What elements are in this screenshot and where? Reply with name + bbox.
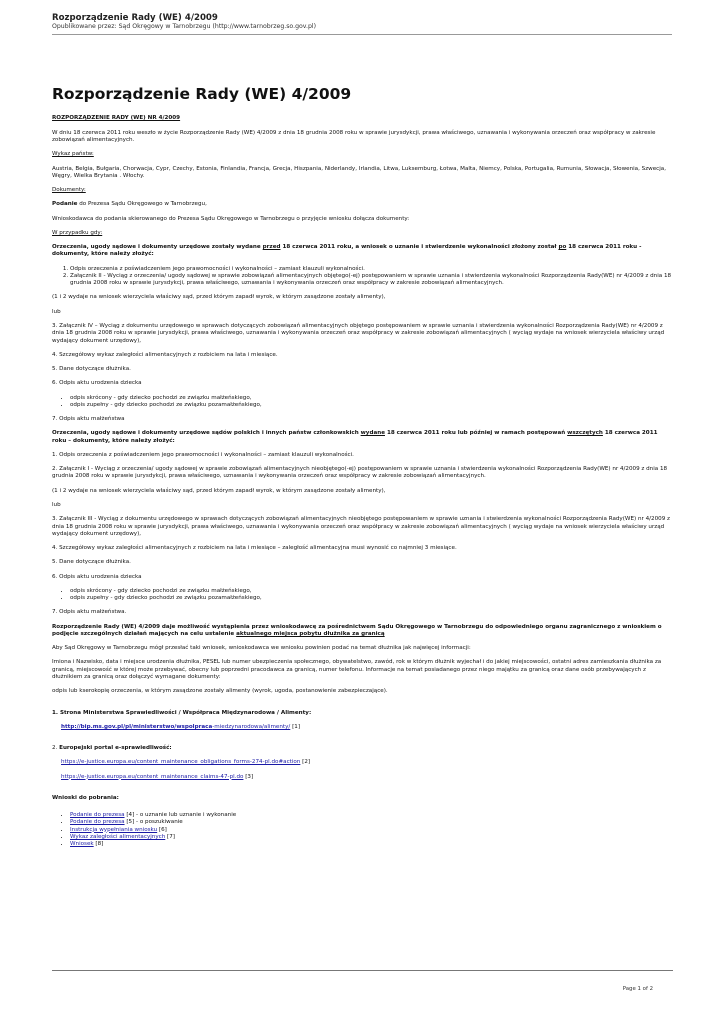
list-item (70, 834, 672, 841)
case1-text-a: Orzeczenia, ugody sądowe i dokumenty urzędowe zostały wydane (52, 244, 263, 251)
documents-heading: Dokumenty: (52, 187, 86, 194)
case2-item-7: 7. Odpis aktu małżeństwa. (52, 609, 127, 616)
published-by: Opublikowane przez: Sąd Okręgowy w Tarnobrzegu (http://www.tarnobrzeg.so.gov.pl) (52, 23, 316, 31)
case2-item-3: 3. Załącznik III - Wyciąg z dokumentu urzędowego w sprawach dotyczących zobowiązań alimentacyjnych nieobjętego postępowaniem w sprawie uznania i stwierdzenia wykonalności Rozporządzenia Rady(WE) nr 4/2009 z dnia 18 grudnia 2008 roku w sprawie jurysdykcji, prawa właściwego, uznawania i wykonywania orzeczeń oraz współpracy w zakresie zobowiązań alimentacyjnych ( wyciąg wydaje na wniosek wierzyciela właściwy urząd wydający dokument urzędowy), (52, 516, 670, 537)
case2-heading (52, 430, 672, 445)
document-page (52, 14, 672, 855)
list-item: • odpis skrócony - gdy dziecko pochodzi ze związku małżeńskiego, (70, 588, 672, 595)
case1-after: po (558, 244, 567, 251)
case1-note: (1 i 2 wydaje na wniosek wierzyciela właściwy sąd, przed którym zapadł wyrok, w którym zasądzone zostały alimenty), (52, 294, 386, 301)
list-item: • odpis skrócony - gdy dziecko pochodzi ze związku małżeńskiego, (70, 395, 672, 402)
case1-before: przed (262, 244, 281, 251)
ejustice-link-row-2 (52, 774, 672, 781)
case2-text-a: Orzeczenia, ugody sądowe i dokumenty urzędowe sądów polskich i innych państw członkowskich (52, 430, 361, 437)
list-item: 2. Załącznik II - Wyciąg z orzeczenia/ ugody sądowej w sprawie zobowiązań alimentacyjnych objętego(-ej) postępowaniem w sprawie uznania i stwierdzenia wykonalności Rozporządzenia Rady(WE) nr 4/2009 z dnia 18 grudnia 2008 roku w sprawie jurysdykcji, prawa właściwego, uznawania i wykonywania orzeczeń oraz współpracy w zakresie zobowiązań alimentacyjnych. (70, 273, 672, 288)
header-divider (52, 34, 672, 35)
request-text: do Prezesa Sądu Okręgowego w Tarnobrzegu, (77, 201, 207, 208)
list-item: • odpis zupełny - gdy dziecko pochodzi ze związku pozamałżeńskiego, (70, 595, 672, 602)
case1-text-b: 18 czerwca 2011 roku, a wniosek o uznanie i stwierdzenie wykonalności złożony został (280, 244, 559, 251)
case1-item-5: 5. Dane dotyczące dłużnika. (52, 366, 131, 373)
case2-item-5: 5. Dane dotyczące dłużnika. (52, 559, 131, 566)
case2-item-4: 4. Szczegółowy wykaz zaległości alimentacyjnych z rozbiciem na lata i miesiące – zaległość alimentacyjna musi wynosić co najmniej 3 miesiące. (52, 545, 457, 552)
or-label: lub (52, 308, 61, 315)
states-heading: Wykaz państw: (52, 151, 94, 158)
ejustice-claims-ref: [3] (243, 773, 254, 780)
case-heading: W przypadku gdy: (52, 229, 103, 236)
download-desc: [4] - o uznanie lub uznanie i wykonanie (124, 812, 237, 819)
downloads-list (52, 812, 672, 848)
page-title: Rozporządzenie Rady (WE) 4/2009 (52, 84, 352, 103)
copy-note: odpis lub kserokopię orzeczenia, w którym zasądzone zostały alimenty (wyrok, ugoda, postanowienie zabezpieczające). (52, 688, 388, 695)
ministry-link-rest: -miedzynarodowa/alimenty/ (212, 723, 291, 730)
possibility-paragraph (52, 624, 672, 639)
ejustice-title: Europejski portal e-sprawiedliwość: (59, 745, 172, 752)
for-court-paragraph: Aby Sąd Okręgowy w Tarnobrzegu mógł przesłać taki wniosek, wnioskodawca we wniosku powinien podać na temat dłużnika jak najwięcej informacji: (52, 645, 471, 652)
footer-divider (52, 970, 673, 971)
ministry-heading: 1. Strona Ministerstwa Sprawiedliwości / Współpraca Międzynarodowa / Alimenty: (52, 709, 312, 716)
case1-list (52, 266, 672, 288)
case2-text-b: 18 czerwca 2011 roku lub później w ramach postępowań (385, 430, 568, 437)
ejustice-forms-ref: [2] (300, 759, 311, 766)
regulation-subtitle: ROZPORZĄDZENIE RADY (WE) NR 4/2009 (52, 115, 181, 122)
download-link-request-search[interactable]: Podanie do prezesa (70, 819, 125, 826)
case2-birth-list (52, 588, 672, 603)
case1-item-6: 6. Odpis aktu urodzenia dziecka (52, 380, 142, 387)
case2-initiated: wszczętych (567, 430, 603, 437)
case2-issued: wydane (360, 430, 385, 437)
applicant-note: Wnioskodawca do podania skierowanego do Prezesa Sądu Okręgowego w Tarnobrzegu o przyjęcie wniosku dołącza dokumenty: (52, 215, 410, 222)
ministry-link-ref: [1] (290, 723, 300, 730)
download-link-instructions[interactable]: Instrukcja wypełniania wniosku (70, 826, 158, 833)
debtor-info-paragraph: Imiona i Nazwisko, data i miejsce urodzenia dłużnika, PESEL lub numer ubezpieczenia społecznego, obywatelstwo, zawód, rok w którym dłużnik wyjechał i do jakiej miejscowości, ostatni adres zamieszkania dłużnika za granicą, miejscowość w której może przebywać, obecny lub poprzedni pracodawca za granicą, numer telefonu. Informacje na temat posiadanego przez niego majątku za granicą oraz dane osób przebywających z dłużnikiem za granicą oraz dołączyć wymagane dokumenty: (52, 659, 662, 680)
download-desc: [6] (157, 826, 167, 833)
ejustice-link-row-1 (52, 759, 672, 766)
download-link-application[interactable]: Wniosek (70, 841, 94, 848)
page-number: Page 1 of 2 (622, 986, 653, 992)
download-desc: [8] (93, 841, 104, 848)
intro-paragraph: W dniu 18 czerwca 2011 roku weszło w życie Rozporządzenie Rady (WE) 4/2009 z dnia 18 grudnia 2008 roku w sprawie jurysdykcji, prawa właściwego, uznawania i wykonywania orzeczeń oraz współpracy w zakresie zobowiązań alimentacyjnych. (52, 129, 656, 144)
download-link-request-recognition[interactable]: Podanie do prezesa (70, 812, 125, 819)
list-item: • odpis zupełny - gdy dziecko pochodzi ze związku pozamałżeńskiego, (70, 402, 672, 409)
list-item (70, 812, 672, 819)
or-label: lub (52, 501, 61, 508)
list-item (70, 827, 672, 834)
possibility-emphasis: aktualnego miejsca pobytu dłużnika za granicą (236, 630, 385, 637)
states-list: Austria, Belgia, Bułgaria, Chorwacja, Cypr, Czechy, Estonia, Finlandia, Francja, Grecja, Hiszpania, Niderlandy, Irlandia, Litwa, Luksemburg, Łotwa, Malta, Niemcy, Polska, Portugalia, Rumunia, Słowacja, Słowenia, Szwecja, Węgry, Wielka Brytania . Włochy. (52, 165, 667, 179)
case1-item-7: 7. Odpis aktu małżeństwa (52, 416, 125, 423)
list-item: 1. Odpis orzeczenia z poświadczeniem jego prawomocności i wykonalności – zamiast klauzuli wykonalności. (70, 266, 672, 273)
case1-birth-list (52, 395, 672, 410)
request-paragraph (52, 201, 672, 208)
possibility-text: Rozporządzenie Rady (WE) 4/2009 daje możliwość wystąpienia przez wnioskodawcę za pośrednictwem Sądu Okręgowego w Tarnobrzegu do odpowiedniego organu zagranicznego z wnioskiem o podjęcie szczególnych działań mających na celu ustalenie (52, 623, 662, 637)
ejustice-num: 2. (52, 745, 60, 752)
case1-heading (52, 244, 672, 259)
ejustice-forms-link[interactable]: https://e-justice.europa.eu/content_maintenance_obligations_forms-274-pl.do#action (61, 759, 301, 766)
ministry-link[interactable] (61, 724, 290, 730)
download-desc: [5] - o poszukiwanie (124, 819, 183, 826)
ejustice-heading (52, 745, 672, 752)
site-title: Rozporządzenie Rady (WE) 4/2009 (52, 13, 218, 23)
case1-item-3: 3. Załącznik IV – Wyciąg z dokumentu urzędowego w sprawach dotyczących zobowiązań alimentacyjnych objętego postępowaniem w sprawie uznania i stwierdzenia wykonalności Rozporządzenia Rady(WE) nr 4/2009 z dnia 18 grudnia 2008 roku w sprawie jurysdykcji, prawa właściwego, uznawania i wykonywania orzeczeń oraz współpracy w zakresie zobowiązań alimentacyjnych ( wyciąg wydaje na wniosek wierzyciela właściwy urząd wydający dokument urzędowy), (52, 323, 665, 344)
case2-item-6: 6. Odpis aktu urodzenia dziecka (52, 573, 142, 580)
case2-note: (1 i 2 wydaje na wniosek wierzyciela właściwy sąd, przed którym zapadł wyrok, w którym zasądzone zostały alimenty), (52, 487, 386, 494)
case2-item-1: 1. Odpis orzeczenia z poświadczeniem jego prawomocności i wykonalności – zamiast klauzuli wykonalności. (52, 451, 354, 458)
case1-text-c: 18 czerwca 2011 roku - dokumenty, które należy złożyć: (52, 244, 642, 258)
list-item (70, 841, 672, 848)
list-item (70, 819, 672, 826)
ministry-link-bold: http://bip.ms.gov.pl/pl/ministerstwo/wspolpraca (61, 723, 213, 730)
request-bold: Podanie (52, 201, 78, 208)
download-desc: [7] (165, 833, 175, 840)
download-link-arrears[interactable]: Wykaz zaległości alimentacyjnych (70, 833, 166, 840)
ministry-link-row (52, 724, 672, 731)
ejustice-claims-link[interactable]: https://e-justice.europa.eu/content_maintenance_claims-47-pl.do (61, 773, 244, 780)
downloads-heading: Wnioski do pobrania: (52, 794, 119, 801)
case2-text-c: 18 czerwca 2011 roku – dokumenty, które należy złożyć: (52, 430, 658, 444)
case2-item-2: 2. Załącznik I - Wyciąg z orzeczenia/ ugody sądowej w sprawie zobowiązań alimentacyjnych nieobjętego(-ej) postępowaniem w sprawie uznania i stwierdzenia wykonalności Rozporządzenia Rady(WE) nr 4/2009 z dnia 18 grudnia 2008 roku w sprawie jurysdykcji, prawa właściwego, uznawania i wykonywania orzeczeń oraz współpracy w zakresie zobowiązań alimentacyjnych. (52, 466, 668, 480)
case1-item-4: 4. Szczegółowy wykaz zaległości alimentacyjnych z rozbiciem na lata i miesiące. (52, 351, 278, 358)
